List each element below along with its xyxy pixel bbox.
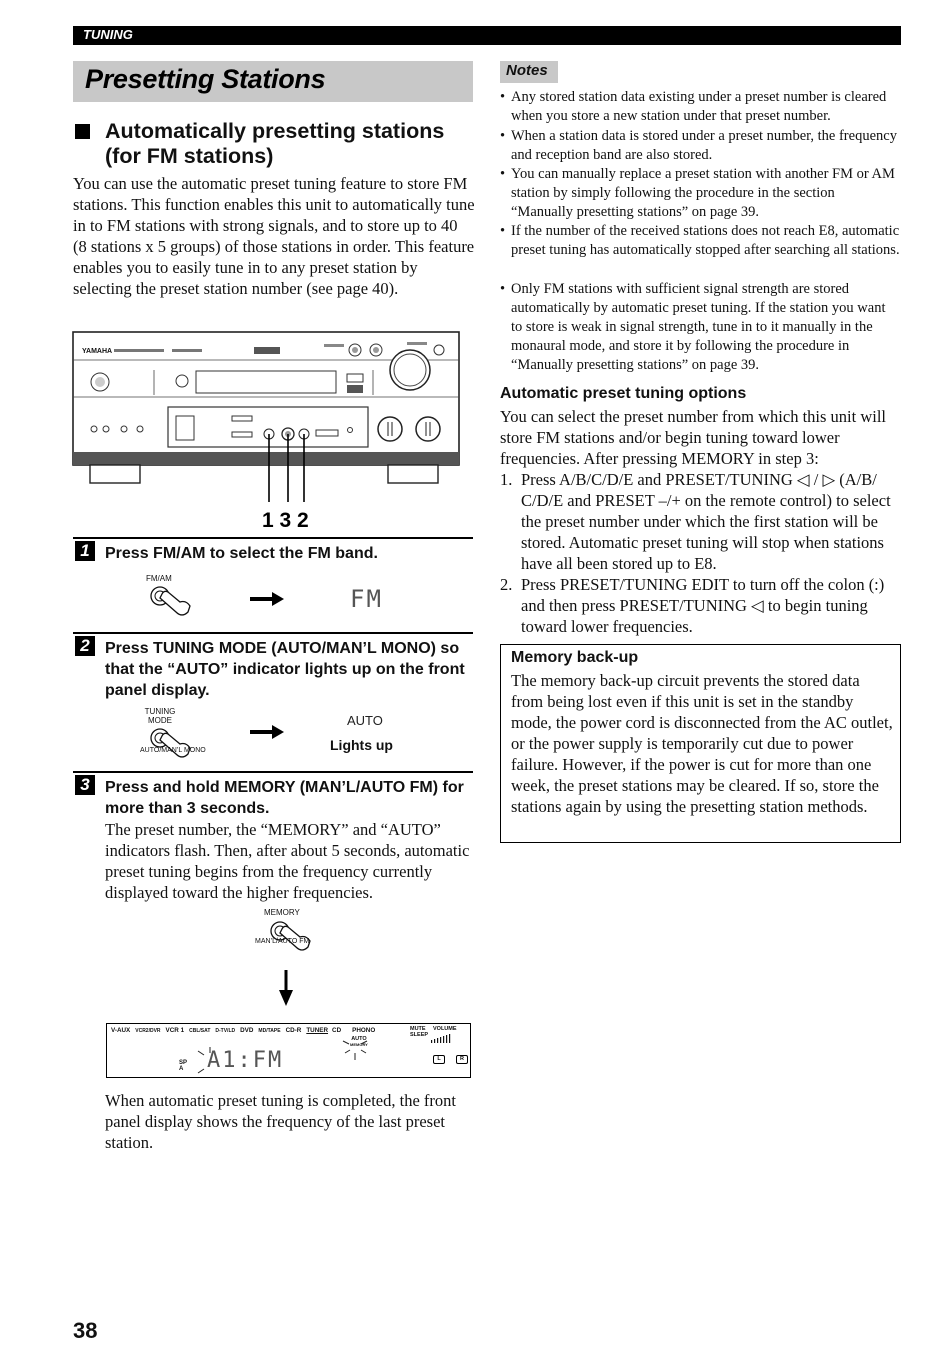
page-title: Presetting Stations: [85, 64, 326, 94]
finger-press-icon: [146, 726, 194, 762]
step-3-rule: [73, 771, 473, 773]
tuning-mode-button-label: TUNING MODE: [144, 707, 176, 725]
memory-backup-text: The memory back-up circuit prevents the stored data from being lost even if this unit is set in the standby mode, the power cord is disconnected from the AC outlet, or the power supply is temporarily cut due to power failure. However, if the power is cut for more than one week, the preset stations may be cleared. If so, store the stations again by using the presetting station methods.: [511, 671, 893, 816]
fm-display-readout: FM: [350, 585, 383, 613]
mute-sleep-indicator: MUTE SLEEP: [410, 1026, 429, 1038]
input-dvd: DVD: [240, 1027, 254, 1034]
step-1-number: 1: [75, 541, 95, 561]
input-vcr1: VCR 1: [165, 1027, 185, 1034]
step-2-rule: [73, 632, 473, 634]
input-cd-r: CD-R: [285, 1027, 302, 1034]
arrow-right-icon: [250, 592, 284, 606]
note-item: • You can manually replace a preset station with another FM or AM station by simply following the procedure in the section “Manually presetting stations” on page 39.: [500, 166, 895, 220]
page-title-box: [73, 61, 473, 102]
input-md-tape: MD/TAPE: [258, 1028, 281, 1034]
step-3-number: 3: [75, 775, 95, 795]
volume-bar-icon: [431, 1033, 455, 1043]
options-intro: You can select the preset number from which this unit will store FM stations and/or begin tuning toward lower frequencies. After pressing MEMORY in step 3:: [500, 407, 887, 468]
section-tab-label: TUNING: [83, 27, 133, 42]
input-cd: CD: [332, 1027, 342, 1034]
step-3-title: Press and hold MEMORY (MAN’L/AUTO FM) for more than 3 seconds.: [105, 779, 464, 817]
note-item: • If the number of the received stations does not reach E8, automatic preset tuning has automatically stopped after searching all stations.: [500, 223, 900, 258]
sp-indicator: SP A: [179, 1060, 188, 1072]
step-2-title: Press TUNING MODE (AUTO/MAN’L MONO) so that the “AUTO” indicator lights up on the front panel display.: [105, 640, 465, 699]
note-item: • Any stored station data existing under a preset number is cleared when you store a new station under that preset number.: [500, 89, 887, 124]
input-phono: PHONO: [352, 1027, 376, 1034]
fm-am-button-label: FM/AM: [146, 574, 172, 583]
notes-label: Notes: [506, 62, 548, 79]
options-list-item: 2. Press PRESET/TUNING EDIT to turn off the colon (:) and then press PRESET/TUNING ◁ to begin tuning toward lower frequencies.: [500, 575, 885, 636]
manl-auto-fm-label: MAN’L/AUTO FM: [255, 938, 310, 945]
memory-backup-heading: Memory back-up: [511, 649, 639, 666]
finger-press-icon: [146, 582, 194, 622]
input-v-aux: V-AUX: [111, 1027, 131, 1034]
options-list-item: 1. Press A/B/C/D/E and PRESET/TUNING ◁ / ▷ (A/B/ C/D/E and PRESET –/+ on the remote control) to select the preset number under which the first station will be stored. Automatic preset tuning will stop when stations have all been stored up to E8.: [500, 470, 891, 573]
input-cbl-sat: CBL/SAT: [189, 1028, 211, 1034]
preset-readout: A1:FM: [207, 1048, 284, 1073]
arrow-right-icon: [250, 725, 284, 739]
brand-logo: YAMAHA: [82, 348, 113, 355]
input-vcr2-dvr: VCR2/DVR: [135, 1028, 161, 1034]
section-heading: Automatically presetting stations (for FM stations): [105, 119, 445, 168]
front-panel-display: [106, 1023, 471, 1078]
left-channel-indicator: L: [433, 1055, 445, 1064]
input-tuner: TUNER: [306, 1027, 329, 1034]
notes-label-box: [500, 61, 558, 83]
memory-backup-box: [500, 644, 901, 843]
input-indicator-row: [111, 1027, 461, 1034]
completion-paragraph: When automatic preset tuning is completed, the front panel display shows the frequency of the last preset station.: [105, 1091, 456, 1152]
receiver-front-panel-figure: [72, 330, 462, 530]
page-number: 38: [73, 1318, 98, 1343]
step-1-rule: [73, 537, 473, 539]
auto-memory-indicator: AUTO MEMORY: [350, 1036, 368, 1047]
lights-up-caption: Lights up: [330, 737, 393, 753]
auto-manl-mono-label: AUTO/MAN’L MONO: [140, 747, 206, 754]
section-tab-bar: [73, 26, 901, 45]
step-1-title: Press FM/AM to select the FM band.: [105, 545, 378, 562]
input-d-tv-ld: D-TV/LD: [215, 1028, 236, 1034]
right-channel-indicator: R: [456, 1055, 468, 1064]
auto-indicator: AUTO: [347, 713, 383, 728]
arrow-down-icon: [278, 970, 294, 1006]
finger-press-icon: [264, 917, 314, 955]
heading-square-icon: [75, 124, 90, 139]
memory-button-label: MEMORY: [264, 908, 300, 917]
note-item: • When a station data is stored under a preset number, the frequency and reception band are also stored.: [500, 128, 897, 163]
note-item: • Only FM stations with sufficient signal strength are stored automatically by automatic preset tuning. If the station you want to store is weak in signal strength, tune in to it manually in the monaural mode, and store it by following the procedure in “Manually presetting stations” on page 39.: [500, 281, 886, 373]
figure-callouts: 1 3 2: [262, 509, 309, 532]
volume-indicator: VOLUME: [433, 1026, 457, 1032]
intro-paragraph: You can use the automatic preset tuning feature to store FM stations. This function enables this unit to automatically tune in to FM stations with strong signals, and to store up to 40 (8 stations x 5 groups) of those stations in order. This feature enables you to easily tune in to any preset station by selecting the preset station number (see page 40).: [73, 174, 475, 298]
step-3-body: The preset number, the “MEMORY” and “AUTO” indicators flash. Then, after about 5 seconds, automatic preset tuning begins from the frequency currently displayed toward the higher frequencies.: [105, 820, 470, 902]
options-heading: Automatic preset tuning options: [500, 385, 747, 402]
step-2-number: 2: [75, 636, 95, 656]
